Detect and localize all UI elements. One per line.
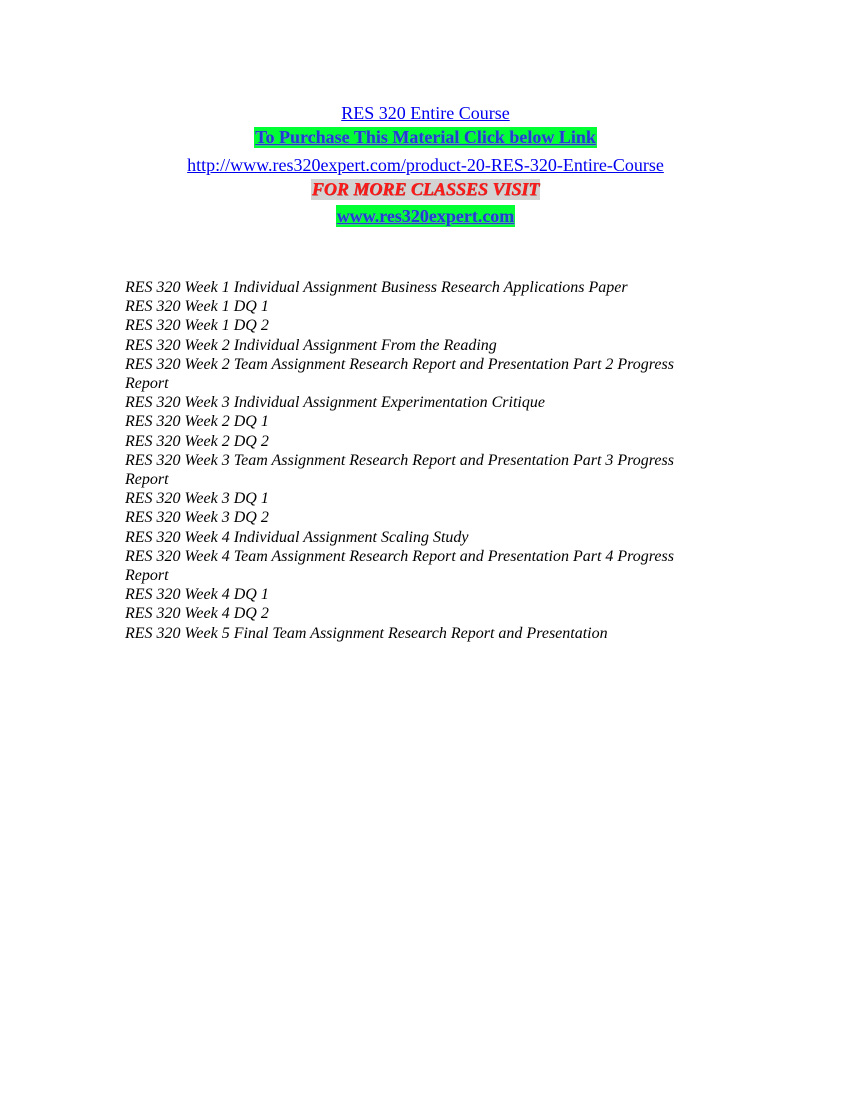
list-item: RES 320 Week 4 DQ 2 [125,605,269,623]
list-item: RES 320 Week 5 Final Team Assignment Research Report and Presentation [125,624,608,642]
list-item: RES 320 Week 2 DQ 1 [125,413,269,431]
list-item: RES 320 Week 2 Individual Assignment From the Reading [125,336,497,354]
purchase-banner[interactable]: To Purchase This Material Click below Link [255,127,596,147]
list-item: RES 320 Week 3 Team Assignment Research Report and Presentation Part 3 Progress Report [125,451,674,489]
list-item: RES 320 Week 1 Individual Assignment Business Research Applications Paper [125,279,628,296]
list-item: RES 320 Week 3 DQ 2 [125,509,269,527]
list-item: RES 320 Week 1 DQ 2 [125,317,269,335]
list-item: RES 320 Week 4 DQ 1 [125,586,269,604]
list-item: RES 320 Week 4 Individual Assignment Scaling Study [125,528,469,546]
site-link[interactable]: www.res320expert.com [336,206,515,226]
list-item: RES 320 Week 3 DQ 1 [125,490,269,508]
more-classes-banner: FOR MORE CLASSES VISIT [311,179,540,199]
list-item: RES 320 Week 4 Team Assignment Research Report and Presentation Part 4 Progress Report [125,547,674,585]
course-title-link[interactable]: RES 320 Entire Course [341,103,510,123]
list-item: RES 320 Week 2 DQ 2 [125,432,269,450]
list-item: RES 320 Week 2 Team Assignment Research Report and Presentation Part 2 Progress Report [125,355,674,393]
list-item: RES 320 Week 1 DQ 1 [125,298,269,316]
list-item: RES 320 Week 3 Individual Assignment Experimentation Critique [125,394,545,412]
assignment-list [125,278,715,643]
document-header [0,100,851,232]
product-url-link[interactable]: http://www.res320expert.com/product-20-RES-320-Entire-Course [187,155,664,175]
